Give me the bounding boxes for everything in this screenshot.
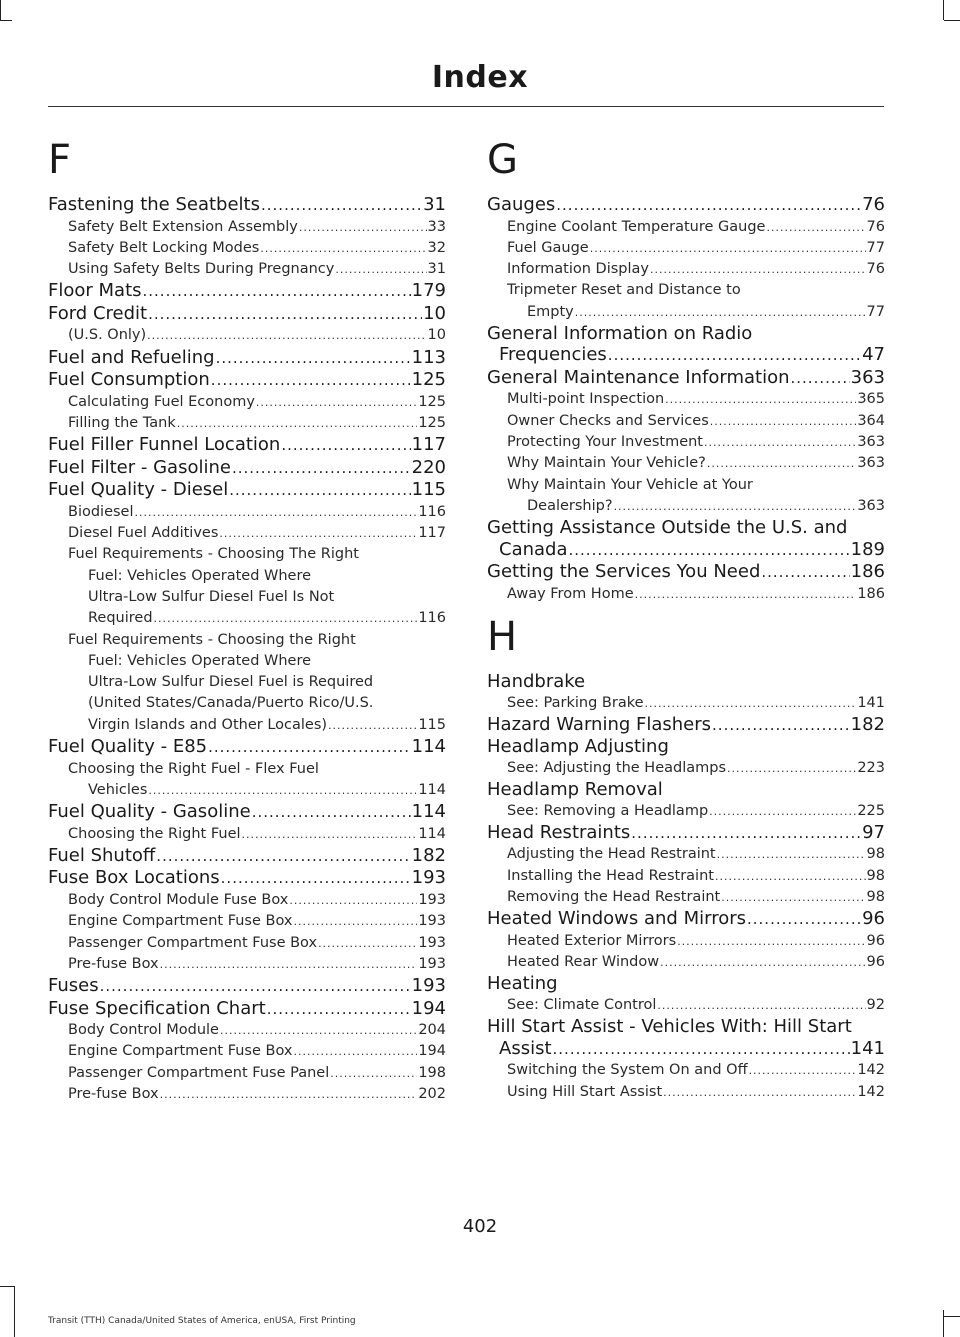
index-entry[interactable] bbox=[487, 302, 885, 323]
dot-leader bbox=[293, 1041, 417, 1062]
entry-title: Frequencies bbox=[499, 344, 607, 366]
entry-page: 193 bbox=[411, 867, 446, 889]
crop-mark bbox=[0, 20, 12, 21]
entry-title: Owner Checks and Services bbox=[507, 412, 709, 429]
entry-page: 193 bbox=[418, 955, 446, 972]
entry-title: Safety Belt Extension Assembly bbox=[68, 218, 298, 235]
index-entry[interactable] bbox=[487, 539, 885, 562]
entry-page: 364 bbox=[857, 412, 885, 429]
dot-leader bbox=[614, 496, 857, 517]
entry-title: Canada bbox=[499, 538, 568, 560]
index-entry[interactable] bbox=[487, 866, 885, 887]
index-entry[interactable] bbox=[487, 344, 885, 367]
entry-page: 189 bbox=[850, 538, 885, 560]
index-entry[interactable] bbox=[487, 584, 885, 605]
index-heading[interactable]: Handbrake bbox=[487, 671, 586, 693]
dot-leader bbox=[211, 369, 411, 392]
index-entry[interactable] bbox=[487, 758, 885, 779]
dot-leader bbox=[232, 457, 411, 480]
dot-leader bbox=[569, 539, 850, 562]
index-entry[interactable] bbox=[48, 715, 446, 736]
entry-title: Floor Mats bbox=[48, 280, 142, 302]
dot-leader bbox=[791, 367, 850, 390]
entry-title-line: Fuel Requirements - Choosing the Right bbox=[68, 631, 356, 648]
dot-leader bbox=[328, 715, 417, 736]
dot-leader bbox=[677, 931, 865, 952]
entry-page: 77 bbox=[866, 239, 885, 256]
dot-leader bbox=[575, 302, 866, 323]
index-entry[interactable] bbox=[48, 824, 446, 845]
entry-title: Filling the Tank bbox=[68, 414, 176, 431]
index-entry[interactable] bbox=[48, 845, 446, 868]
dot-leader bbox=[663, 1082, 856, 1103]
crop-mark bbox=[14, 1286, 15, 1337]
index-entry[interactable] bbox=[487, 801, 885, 822]
page-number: 402 bbox=[462, 1216, 498, 1237]
entry-page: 141 bbox=[850, 1037, 885, 1059]
dot-leader bbox=[160, 1084, 418, 1105]
entry-page: 96 bbox=[866, 954, 885, 971]
entry-page: 116 bbox=[418, 503, 446, 520]
entry-page: 115 bbox=[418, 716, 446, 733]
dot-leader bbox=[645, 693, 857, 714]
index-entry[interactable] bbox=[487, 194, 885, 217]
entry-title: General Maintenance Information bbox=[487, 366, 790, 388]
entry-title: Fuel and Refueling bbox=[48, 346, 215, 368]
entry-page: 142 bbox=[857, 1083, 885, 1100]
entry-title: Fuel Filter - Gasoline bbox=[48, 456, 231, 478]
section-letter: G bbox=[487, 137, 518, 183]
footer-text: Transit (TTH) Canada/United States of America, enUSA, First Printing bbox=[48, 1316, 356, 1326]
index-entry-multiline[interactable] bbox=[487, 323, 885, 367]
entry-page: 10 bbox=[427, 327, 446, 344]
entry-page: 92 bbox=[866, 996, 885, 1013]
dot-leader bbox=[147, 325, 426, 346]
entry-title: Away From Home bbox=[507, 585, 634, 602]
index-entry-multiline[interactable] bbox=[487, 475, 885, 518]
entry-title: Body Control Module Fuse Box bbox=[68, 891, 289, 908]
index-entry[interactable] bbox=[48, 217, 446, 238]
index-entry[interactable] bbox=[48, 801, 446, 824]
entry-title: Installing the Head Restraint bbox=[507, 867, 714, 884]
index-entry[interactable] bbox=[48, 890, 446, 911]
entry-page: 115 bbox=[411, 479, 446, 501]
entry-title: See: Parking Brake bbox=[507, 694, 644, 711]
dot-leader bbox=[335, 259, 426, 280]
entry-page: 363 bbox=[857, 455, 885, 472]
entry-title: Fastening the Seatbelts bbox=[48, 194, 260, 215]
crop-mark bbox=[943, 0, 944, 20]
index-entry[interactable] bbox=[487, 822, 885, 845]
dot-leader bbox=[154, 608, 418, 629]
entry-page: 117 bbox=[411, 434, 446, 456]
entry-page: 141 bbox=[857, 694, 885, 711]
entry-title: Virgin Islands and Other Locales) bbox=[88, 716, 328, 733]
entry-page: 114 bbox=[418, 825, 446, 842]
entry-title: Body Control Module bbox=[68, 1022, 219, 1039]
entry-title: Switching the System On and Off bbox=[507, 1062, 748, 1079]
index-entry[interactable] bbox=[487, 1038, 885, 1061]
entry-title: Heated Windows and Mirrors bbox=[487, 908, 746, 930]
dot-leader bbox=[208, 736, 411, 759]
entry-page: 223 bbox=[857, 759, 885, 776]
dot-leader bbox=[330, 1063, 417, 1084]
index-entry[interactable] bbox=[487, 238, 885, 259]
entry-title: Dealership? bbox=[527, 497, 613, 514]
entry-page: 194 bbox=[411, 997, 446, 1019]
entry-title: Vehicles bbox=[88, 781, 148, 798]
entry-page: 77 bbox=[866, 303, 885, 320]
entry-title: Biodiesel bbox=[68, 503, 134, 520]
dot-leader bbox=[293, 911, 417, 932]
dot-leader bbox=[712, 714, 850, 737]
dot-leader bbox=[318, 933, 417, 954]
entry-title: Fuses bbox=[48, 975, 99, 997]
entry-title: Multi-point Inspection bbox=[507, 391, 665, 408]
entry-title: Why Maintain Your Vehicle? bbox=[507, 455, 706, 472]
dot-leader bbox=[219, 523, 417, 544]
entry-page: 125 bbox=[418, 414, 446, 431]
dot-leader bbox=[650, 259, 866, 280]
entry-page: 363 bbox=[857, 497, 885, 514]
dot-leader bbox=[631, 822, 861, 845]
entry-page: 186 bbox=[850, 561, 885, 583]
index-entry[interactable] bbox=[48, 1084, 446, 1105]
entry-page: 96 bbox=[866, 932, 885, 949]
index-entry[interactable] bbox=[48, 369, 446, 392]
index-entry[interactable] bbox=[48, 736, 446, 759]
entry-title: Fuel Consumption bbox=[48, 369, 210, 391]
entry-title-line: Fuel: Vehicles Operated Where bbox=[88, 567, 312, 584]
section-letter: F bbox=[48, 137, 72, 183]
dot-leader bbox=[148, 780, 417, 801]
page-title: Index bbox=[431, 60, 529, 95]
entry-page: 32 bbox=[427, 239, 446, 256]
index-column-right bbox=[487, 138, 885, 1103]
entry-title-line: (United States/Canada/Puerto Rico/U.S. bbox=[88, 695, 374, 712]
entry-title: See: Climate Control bbox=[507, 996, 657, 1013]
entry-page: 47 bbox=[862, 344, 885, 366]
index-entry[interactable] bbox=[48, 238, 446, 259]
index-entry[interactable] bbox=[487, 844, 885, 865]
entry-title: Diesel Fuel Additives bbox=[68, 525, 219, 542]
entry-title: Pre-fuse Box bbox=[68, 955, 159, 972]
entry-page: 97 bbox=[862, 821, 885, 843]
index-entry[interactable] bbox=[487, 1082, 885, 1103]
entry-page: 31 bbox=[427, 261, 446, 278]
dot-leader bbox=[749, 1060, 857, 1081]
dot-leader bbox=[260, 238, 426, 259]
entry-title: Fuel Quality - E85 bbox=[48, 736, 208, 758]
entry-page: 225 bbox=[857, 802, 885, 819]
entry-title: Safety Belt Locking Modes bbox=[68, 239, 260, 256]
dot-leader bbox=[657, 995, 865, 1016]
entry-page: 363 bbox=[857, 434, 885, 451]
dot-leader bbox=[220, 1020, 417, 1041]
entry-title: See: Removing a Headlamp bbox=[507, 802, 709, 819]
index-entry[interactable] bbox=[48, 194, 446, 217]
dot-leader bbox=[761, 561, 849, 584]
entry-page: 182 bbox=[411, 844, 446, 866]
entry-page: 193 bbox=[411, 975, 446, 997]
entry-title: Hazard Warning Flashers bbox=[487, 713, 712, 735]
dot-leader bbox=[148, 303, 422, 326]
dot-leader bbox=[710, 411, 857, 432]
entry-title: Getting the Services You Need bbox=[487, 561, 761, 583]
entry-title-line: Hill Start Assist - Vehicles With: Hill Start bbox=[487, 1016, 852, 1038]
entry-page: 116 bbox=[418, 610, 446, 627]
entry-title: Fuel Gauge bbox=[507, 239, 589, 256]
index-entry[interactable] bbox=[487, 714, 885, 737]
index-entry[interactable] bbox=[48, 347, 446, 370]
index-entry[interactable] bbox=[48, 1020, 446, 1041]
entry-title-line: Fuel: Vehicles Operated Where bbox=[88, 652, 312, 669]
entry-title: Engine Compartment Fuse Box bbox=[68, 1043, 293, 1060]
entry-page: 76 bbox=[862, 194, 885, 215]
crop-mark bbox=[944, 1316, 960, 1317]
index-heading[interactable]: Heating bbox=[487, 973, 558, 995]
entry-title-line: Why Maintain Your Vehicle at Your bbox=[507, 476, 753, 493]
entry-title: Fuse Box Locations bbox=[48, 867, 220, 889]
entry-title: Fuel Shutoff bbox=[48, 844, 156, 866]
entry-page: 194 bbox=[418, 1043, 446, 1060]
entry-title-line: Choosing the Right Fuel - Flex Fuel bbox=[68, 760, 319, 777]
index-entry[interactable] bbox=[48, 867, 446, 890]
index-entry[interactable] bbox=[48, 502, 446, 523]
entry-page: 179 bbox=[411, 280, 446, 302]
entry-title: Passenger Compartment Fuse Box bbox=[68, 934, 318, 951]
crop-mark bbox=[943, 1310, 944, 1337]
dot-leader bbox=[177, 413, 418, 434]
index-entry[interactable] bbox=[48, 392, 446, 413]
entry-page: 186 bbox=[857, 585, 885, 602]
entry-title: (U.S. Only) bbox=[68, 327, 147, 344]
entry-title-line: Tripmeter Reset and Distance to bbox=[507, 282, 741, 299]
dot-leader bbox=[100, 975, 411, 998]
entry-page: 114 bbox=[411, 736, 446, 758]
index-entry[interactable] bbox=[487, 887, 885, 908]
index-entry-multiline[interactable] bbox=[487, 517, 885, 561]
dot-leader bbox=[608, 344, 861, 367]
entry-page: 363 bbox=[850, 366, 885, 388]
entry-title: Assist bbox=[499, 1037, 552, 1059]
index-entry[interactable] bbox=[48, 933, 446, 954]
index-heading[interactable]: Headlamp Adjusting bbox=[487, 736, 669, 758]
entry-page: 125 bbox=[411, 369, 446, 391]
entry-title: See: Adjusting the Headlamps bbox=[507, 759, 727, 776]
dot-leader bbox=[747, 908, 861, 931]
entry-page: 33 bbox=[427, 218, 446, 235]
dot-leader bbox=[590, 238, 866, 259]
index-entry[interactable] bbox=[487, 908, 885, 931]
dot-leader bbox=[660, 952, 865, 973]
entry-title-line: Fuel Requirements - Choosing The Right bbox=[68, 546, 359, 563]
index-entry[interactable] bbox=[487, 561, 885, 584]
dot-leader bbox=[160, 954, 418, 975]
dot-leader bbox=[229, 479, 410, 502]
index-entry[interactable] bbox=[487, 1060, 885, 1081]
entry-page: 202 bbox=[418, 1086, 446, 1103]
entry-title: Empty bbox=[527, 303, 574, 320]
dot-leader bbox=[267, 998, 411, 1021]
entry-page: 96 bbox=[862, 908, 885, 930]
index-entry-multiline[interactable] bbox=[487, 280, 885, 323]
entry-title: Heated Exterior Mirrors bbox=[507, 932, 677, 949]
index-entry[interactable] bbox=[487, 995, 885, 1016]
dot-leader bbox=[261, 194, 422, 217]
index-entry[interactable] bbox=[487, 217, 885, 238]
index-entry[interactable] bbox=[48, 303, 446, 326]
index-entry[interactable] bbox=[487, 411, 885, 432]
dot-leader bbox=[299, 217, 427, 238]
dot-leader bbox=[143, 280, 411, 303]
index-entry[interactable] bbox=[48, 1063, 446, 1084]
entry-title: Pre-fuse Box bbox=[68, 1086, 159, 1103]
index-entry[interactable] bbox=[487, 432, 885, 453]
index-entry[interactable] bbox=[48, 954, 446, 975]
dot-leader bbox=[635, 584, 857, 605]
dot-leader bbox=[704, 432, 856, 453]
entry-title: Fuel Quality - Diesel bbox=[48, 479, 229, 501]
entry-title: Gauges bbox=[487, 194, 556, 215]
entry-title-line: Getting Assistance Outside the U.S. and bbox=[487, 517, 848, 539]
entry-page: 193 bbox=[418, 934, 446, 951]
index-entry[interactable] bbox=[48, 479, 446, 502]
entry-page: 204 bbox=[418, 1022, 446, 1039]
index-entry[interactable] bbox=[487, 389, 885, 410]
index-entry[interactable] bbox=[48, 975, 446, 998]
index-column-left bbox=[48, 138, 446, 1105]
entry-page: 220 bbox=[411, 456, 446, 478]
entry-title: Fuse Specification Chart bbox=[48, 997, 266, 1019]
entry-page: 365 bbox=[857, 391, 885, 408]
entry-page: 117 bbox=[418, 525, 446, 542]
index-entry[interactable] bbox=[48, 325, 446, 346]
index-entry[interactable] bbox=[487, 259, 885, 280]
entry-title: Heated Rear Window bbox=[507, 954, 660, 971]
dot-leader bbox=[242, 824, 418, 845]
entry-title: Head Restraints bbox=[487, 821, 631, 843]
entry-title: Calculating Fuel Economy bbox=[68, 393, 255, 410]
entry-title-line: Ultra-Low Sulfur Diesel Fuel Is Not bbox=[88, 588, 335, 605]
index-entry[interactable] bbox=[487, 453, 885, 474]
dot-leader bbox=[556, 194, 861, 217]
dot-leader bbox=[281, 434, 410, 457]
entry-title: Fuel Quality - Gasoline bbox=[48, 801, 251, 823]
index-entry-multiline[interactable] bbox=[48, 544, 446, 629]
dot-leader bbox=[709, 801, 856, 822]
entry-page: 76 bbox=[866, 218, 885, 235]
header-divider bbox=[48, 106, 884, 107]
index-entry[interactable] bbox=[487, 931, 885, 952]
index-entry-multiline[interactable] bbox=[487, 1016, 885, 1060]
index-entry[interactable] bbox=[48, 1041, 446, 1062]
dot-leader bbox=[221, 867, 411, 890]
crop-mark bbox=[944, 20, 960, 21]
index-entry[interactable] bbox=[487, 693, 885, 714]
index-entry[interactable] bbox=[48, 280, 446, 303]
entry-page: 76 bbox=[866, 261, 885, 278]
dot-leader bbox=[707, 453, 856, 474]
entry-title: Using Hill Start Assist bbox=[507, 1083, 663, 1100]
dot-leader bbox=[156, 845, 410, 868]
entry-page: 182 bbox=[850, 713, 885, 735]
entry-title: Engine Coolant Temperature Gauge bbox=[507, 218, 766, 235]
index-entry[interactable] bbox=[48, 413, 446, 434]
dot-leader bbox=[553, 1038, 850, 1061]
entry-title: Engine Compartment Fuse Box bbox=[68, 913, 293, 930]
entry-title: Passenger Compartment Fuse Panel bbox=[68, 1064, 330, 1081]
entry-page: 98 bbox=[866, 867, 885, 884]
entry-title: Ford Credit bbox=[48, 302, 148, 324]
index-heading[interactable]: Headlamp Removal bbox=[487, 779, 663, 801]
entry-title: Adjusting the Head Restraint bbox=[507, 846, 716, 863]
entry-page: 125 bbox=[418, 393, 446, 410]
section-letter: H bbox=[487, 614, 518, 661]
dot-leader bbox=[216, 347, 411, 370]
entry-title: Choosing the Right Fuel bbox=[68, 825, 241, 842]
dot-leader bbox=[715, 866, 866, 887]
entry-page: 114 bbox=[418, 781, 446, 798]
index-entry[interactable] bbox=[487, 952, 885, 973]
index-entry[interactable] bbox=[48, 523, 446, 544]
entry-title: Removing the Head Restraint bbox=[507, 889, 721, 906]
crop-mark bbox=[0, 1286, 14, 1287]
entry-page: 113 bbox=[411, 346, 446, 368]
dot-leader bbox=[665, 389, 856, 410]
dot-leader bbox=[256, 392, 417, 413]
index-entry[interactable] bbox=[48, 911, 446, 932]
dot-leader bbox=[721, 887, 865, 908]
dot-leader bbox=[289, 890, 417, 911]
index-entry[interactable] bbox=[48, 608, 446, 629]
entry-title-line: General Information on Radio bbox=[487, 322, 753, 344]
entry-page: 98 bbox=[866, 889, 885, 906]
entry-page: 198 bbox=[418, 1064, 446, 1081]
entry-page: 142 bbox=[857, 1062, 885, 1079]
index-entry-multiline[interactable] bbox=[48, 630, 446, 736]
entry-page: 98 bbox=[866, 846, 885, 863]
dot-leader bbox=[252, 801, 411, 824]
index-entry[interactable] bbox=[48, 998, 446, 1021]
index-entry[interactable] bbox=[48, 780, 446, 801]
index-entry-multiline[interactable] bbox=[48, 759, 446, 802]
entry-page: 193 bbox=[418, 891, 446, 908]
entry-page: 114 bbox=[411, 801, 446, 823]
index-entry[interactable] bbox=[48, 434, 446, 457]
entry-title: Information Display bbox=[507, 261, 649, 278]
entry-page: 31 bbox=[423, 194, 446, 215]
index-entry[interactable] bbox=[48, 259, 446, 280]
entry-title: Required bbox=[88, 610, 153, 627]
entry-title: Using Safety Belts During Pregnancy bbox=[68, 261, 335, 278]
index-entry[interactable] bbox=[487, 496, 885, 517]
crop-mark bbox=[0, 0, 1, 20]
entry-title: Protecting Your Investment bbox=[507, 434, 703, 451]
index-entry[interactable] bbox=[487, 367, 885, 390]
index-entry[interactable] bbox=[48, 457, 446, 480]
dot-leader bbox=[727, 758, 856, 779]
dot-leader bbox=[135, 502, 418, 523]
entry-title: Fuel Filler Funnel Location bbox=[48, 434, 281, 456]
entry-title-line: Ultra-Low Sulfur Diesel Fuel is Required bbox=[88, 674, 374, 691]
entry-page: 10 bbox=[423, 302, 446, 324]
entry-page: 193 bbox=[418, 913, 446, 930]
dot-leader bbox=[766, 217, 865, 238]
dot-leader bbox=[717, 844, 866, 865]
